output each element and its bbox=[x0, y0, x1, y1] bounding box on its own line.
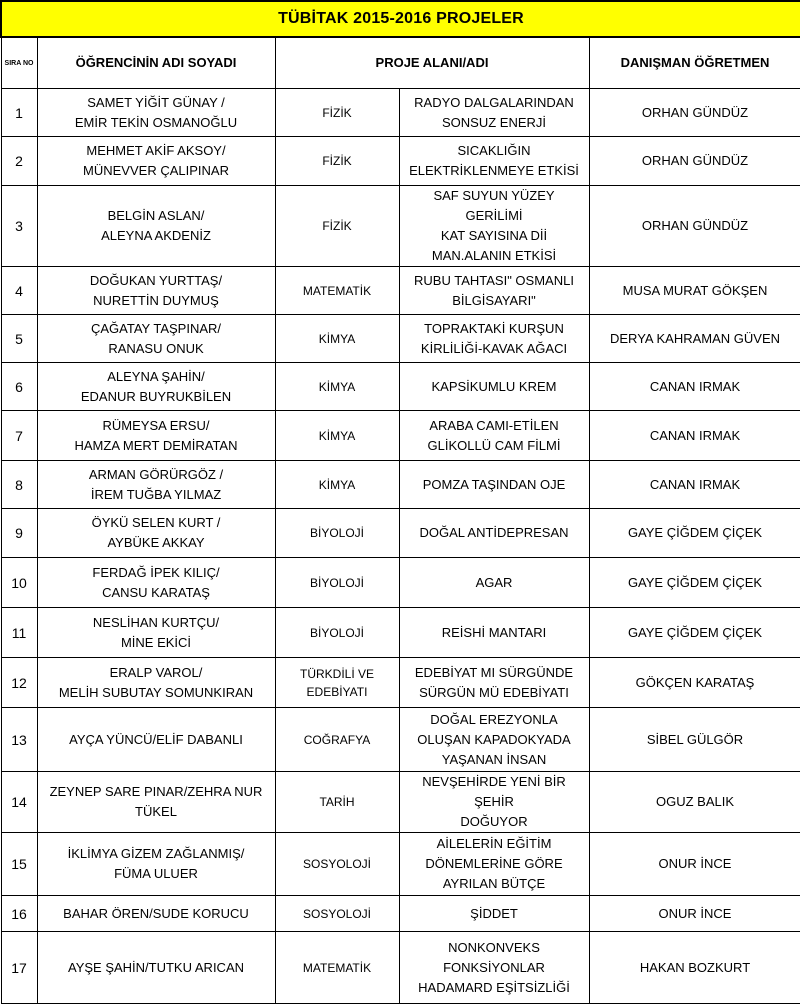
header-sira-no: SIRA NO bbox=[1, 37, 37, 89]
table-row bbox=[1, 363, 800, 411]
project-area: COĞRAFYA bbox=[275, 708, 399, 772]
table-row bbox=[1, 608, 800, 658]
project-area: BİYOLOJİ bbox=[275, 608, 399, 658]
table-row bbox=[1, 772, 800, 833]
project-name: NONKONVEKS FONKSİYONLAR HADAMARD EŞİTSİZLİĞİ bbox=[399, 932, 589, 1004]
project-area: FİZİK bbox=[275, 186, 399, 267]
advisor-name: SİBEL GÜLGÖR bbox=[589, 708, 800, 772]
advisor-name: ORHAN GÜNDÜZ bbox=[589, 186, 800, 267]
row-number: 2 bbox=[1, 137, 37, 186]
student-names: AYÇA YÜNCÜ/ELİF DABANLI bbox=[37, 708, 275, 772]
advisor-name: CANAN IRMAK bbox=[589, 461, 800, 509]
student-names: İKLİMYA GİZEM ZAĞLANMIŞ/ FÜMA ULUER bbox=[37, 833, 275, 896]
project-area: SOSYOLOJİ bbox=[275, 896, 399, 932]
project-name: AİLELERİN EĞİTİM DÖNEMLERİNE GÖRE AYRILAN BÜTÇE bbox=[399, 833, 589, 896]
advisor-name: HAKAN BOZKURT bbox=[589, 932, 800, 1004]
student-names: ERALP VAROL/ MELİH SUBUTAY SOMUNKIRAN bbox=[37, 658, 275, 708]
project-area: KİMYA bbox=[275, 461, 399, 509]
row-number: 9 bbox=[1, 509, 37, 558]
project-name: ŞİDDET bbox=[399, 896, 589, 932]
row-number: 11 bbox=[1, 608, 37, 658]
project-name: RUBU TAHTASI" OSMANLI BİLGİSAYARI" bbox=[399, 267, 589, 315]
student-names: ÇAĞATAY TAŞPINAR/ RANASU ONUK bbox=[37, 315, 275, 363]
student-names: DOĞUKAN YURTTAŞ/ NURETTİN DUYMUŞ bbox=[37, 267, 275, 315]
project-area: TÜRKDİLİ VE EDEBİYATI bbox=[275, 658, 399, 708]
row-number: 10 bbox=[1, 558, 37, 608]
advisor-name: ONUR İNCE bbox=[589, 896, 800, 932]
page-title: TÜBİTAK 2015-2016 PROJELER bbox=[1, 1, 800, 37]
row-number: 7 bbox=[1, 411, 37, 461]
project-name: SICAKLIĞIN ELEKTRİKLENMEYE ETKİSİ bbox=[399, 137, 589, 186]
project-name: NEVŞEHİRDE YENİ BİR ŞEHİR DOĞUYOR bbox=[399, 772, 589, 833]
table-row bbox=[1, 411, 800, 461]
table-row bbox=[1, 708, 800, 772]
project-name: DOĞAL EREZYONLA OLUŞAN KAPADOKYADA YAŞANAN İNSAN bbox=[399, 708, 589, 772]
student-names: ZEYNEP SARE PINAR/ZEHRA NUR TÜKEL bbox=[37, 772, 275, 833]
project-name: EDEBİYAT MI SÜRGÜNDE SÜRGÜN MÜ EDEBİYATI bbox=[399, 658, 589, 708]
row-number: 16 bbox=[1, 896, 37, 932]
table-row bbox=[1, 186, 800, 267]
student-names: ARMAN GÖRÜRGÖZ / İREM TUĞBA YILMAZ bbox=[37, 461, 275, 509]
table-row bbox=[1, 461, 800, 509]
row-number: 6 bbox=[1, 363, 37, 411]
project-area: KİMYA bbox=[275, 411, 399, 461]
table-row bbox=[1, 267, 800, 315]
project-area: BİYOLOJİ bbox=[275, 509, 399, 558]
student-names: FERDAĞ İPEK KILIÇ/ CANSU KARATAŞ bbox=[37, 558, 275, 608]
project-area: TARİH bbox=[275, 772, 399, 833]
table-row bbox=[1, 315, 800, 363]
student-names: ALEYNA ŞAHİN/ EDANUR BUYRUKBİLEN bbox=[37, 363, 275, 411]
student-names: ÖYKÜ SELEN KURT / AYBÜKE AKKAY bbox=[37, 509, 275, 558]
project-area: FİZİK bbox=[275, 89, 399, 137]
advisor-name: ORHAN GÜNDÜZ bbox=[589, 89, 800, 137]
project-name: POMZA TAŞINDAN OJE bbox=[399, 461, 589, 509]
advisor-name: GAYE ÇİĞDEM ÇİÇEK bbox=[589, 608, 800, 658]
row-number: 13 bbox=[1, 708, 37, 772]
project-area: SOSYOLOJİ bbox=[275, 833, 399, 896]
student-names: AYŞE ŞAHİN/TUTKU ARICAN bbox=[37, 932, 275, 1004]
row-number: 8 bbox=[1, 461, 37, 509]
row-number: 1 bbox=[1, 89, 37, 137]
project-area: MATEMATİK bbox=[275, 932, 399, 1004]
project-name: DOĞAL ANTİDEPRESAN bbox=[399, 509, 589, 558]
advisor-name: CANAN IRMAK bbox=[589, 411, 800, 461]
row-number: 3 bbox=[1, 186, 37, 267]
table-row bbox=[1, 137, 800, 186]
advisor-name: CANAN IRMAK bbox=[589, 363, 800, 411]
row-number: 5 bbox=[1, 315, 37, 363]
project-area: KİMYA bbox=[275, 363, 399, 411]
project-name: REİSHİ MANTARI bbox=[399, 608, 589, 658]
project-area: KİMYA bbox=[275, 315, 399, 363]
row-number: 12 bbox=[1, 658, 37, 708]
advisor-name: MUSA MURAT GÖKŞEN bbox=[589, 267, 800, 315]
project-name: SAF SUYUN YÜZEY GERİLİMİ KAT SAYISINA Dİİ MAN.ALANIN ETKİSİ bbox=[399, 186, 589, 267]
table-row bbox=[1, 896, 800, 932]
advisor-name: GÖKÇEN KARATAŞ bbox=[589, 658, 800, 708]
row-number: 4 bbox=[1, 267, 37, 315]
student-names: BELGİN ASLAN/ ALEYNA AKDENİZ bbox=[37, 186, 275, 267]
table-row bbox=[1, 558, 800, 608]
advisor-name: GAYE ÇİĞDEM ÇİÇEK bbox=[589, 558, 800, 608]
student-names: RÜMEYSA ERSU/ HAMZA MERT DEMİRATAN bbox=[37, 411, 275, 461]
project-area: MATEMATİK bbox=[275, 267, 399, 315]
advisor-name: ORHAN GÜNDÜZ bbox=[589, 137, 800, 186]
table-row bbox=[1, 658, 800, 708]
table-row bbox=[1, 509, 800, 558]
advisor-name: ONUR İNCE bbox=[589, 833, 800, 896]
student-names: MEHMET AKİF AKSOY/ MÜNEVVER ÇALIPINAR bbox=[37, 137, 275, 186]
project-name: RADYO DALGALARINDAN SONSUZ ENERJİ bbox=[399, 89, 589, 137]
project-name: TOPRAKTAKİ KURŞUN KİRLİLİĞİ-KAVAK AĞACI bbox=[399, 315, 589, 363]
student-names: BAHAR ÖREN/SUDE KORUCU bbox=[37, 896, 275, 932]
table-row bbox=[1, 89, 800, 137]
student-names: SAMET YİĞİT GÜNAY / EMİR TEKİN OSMANOĞLU bbox=[37, 89, 275, 137]
student-names: NESLİHAN KURTÇU/ MİNE EKİCİ bbox=[37, 608, 275, 658]
project-name: KAPSİKUMLU KREM bbox=[399, 363, 589, 411]
header-advisor: DANIŞMAN ÖĞRETMEN bbox=[589, 37, 800, 89]
header-row bbox=[1, 37, 800, 89]
table-row bbox=[1, 833, 800, 896]
project-area: FİZİK bbox=[275, 137, 399, 186]
project-name: AGAR bbox=[399, 558, 589, 608]
header-student: ÖĞRENCİNİN ADI SOYADI bbox=[37, 37, 275, 89]
table-row bbox=[1, 932, 800, 1004]
header-project: PROJE ALANI/ADI bbox=[275, 37, 589, 89]
advisor-name: DERYA KAHRAMAN GÜVEN bbox=[589, 315, 800, 363]
advisor-name: OGUZ BALIK bbox=[589, 772, 800, 833]
advisor-name: GAYE ÇİĞDEM ÇİÇEK bbox=[589, 509, 800, 558]
row-number: 17 bbox=[1, 932, 37, 1004]
project-area: BİYOLOJİ bbox=[275, 558, 399, 608]
project-name: ARABA CAMI-ETİLEN GLİKOLLÜ CAM FİLMİ bbox=[399, 411, 589, 461]
row-number: 15 bbox=[1, 833, 37, 896]
row-number: 14 bbox=[1, 772, 37, 833]
